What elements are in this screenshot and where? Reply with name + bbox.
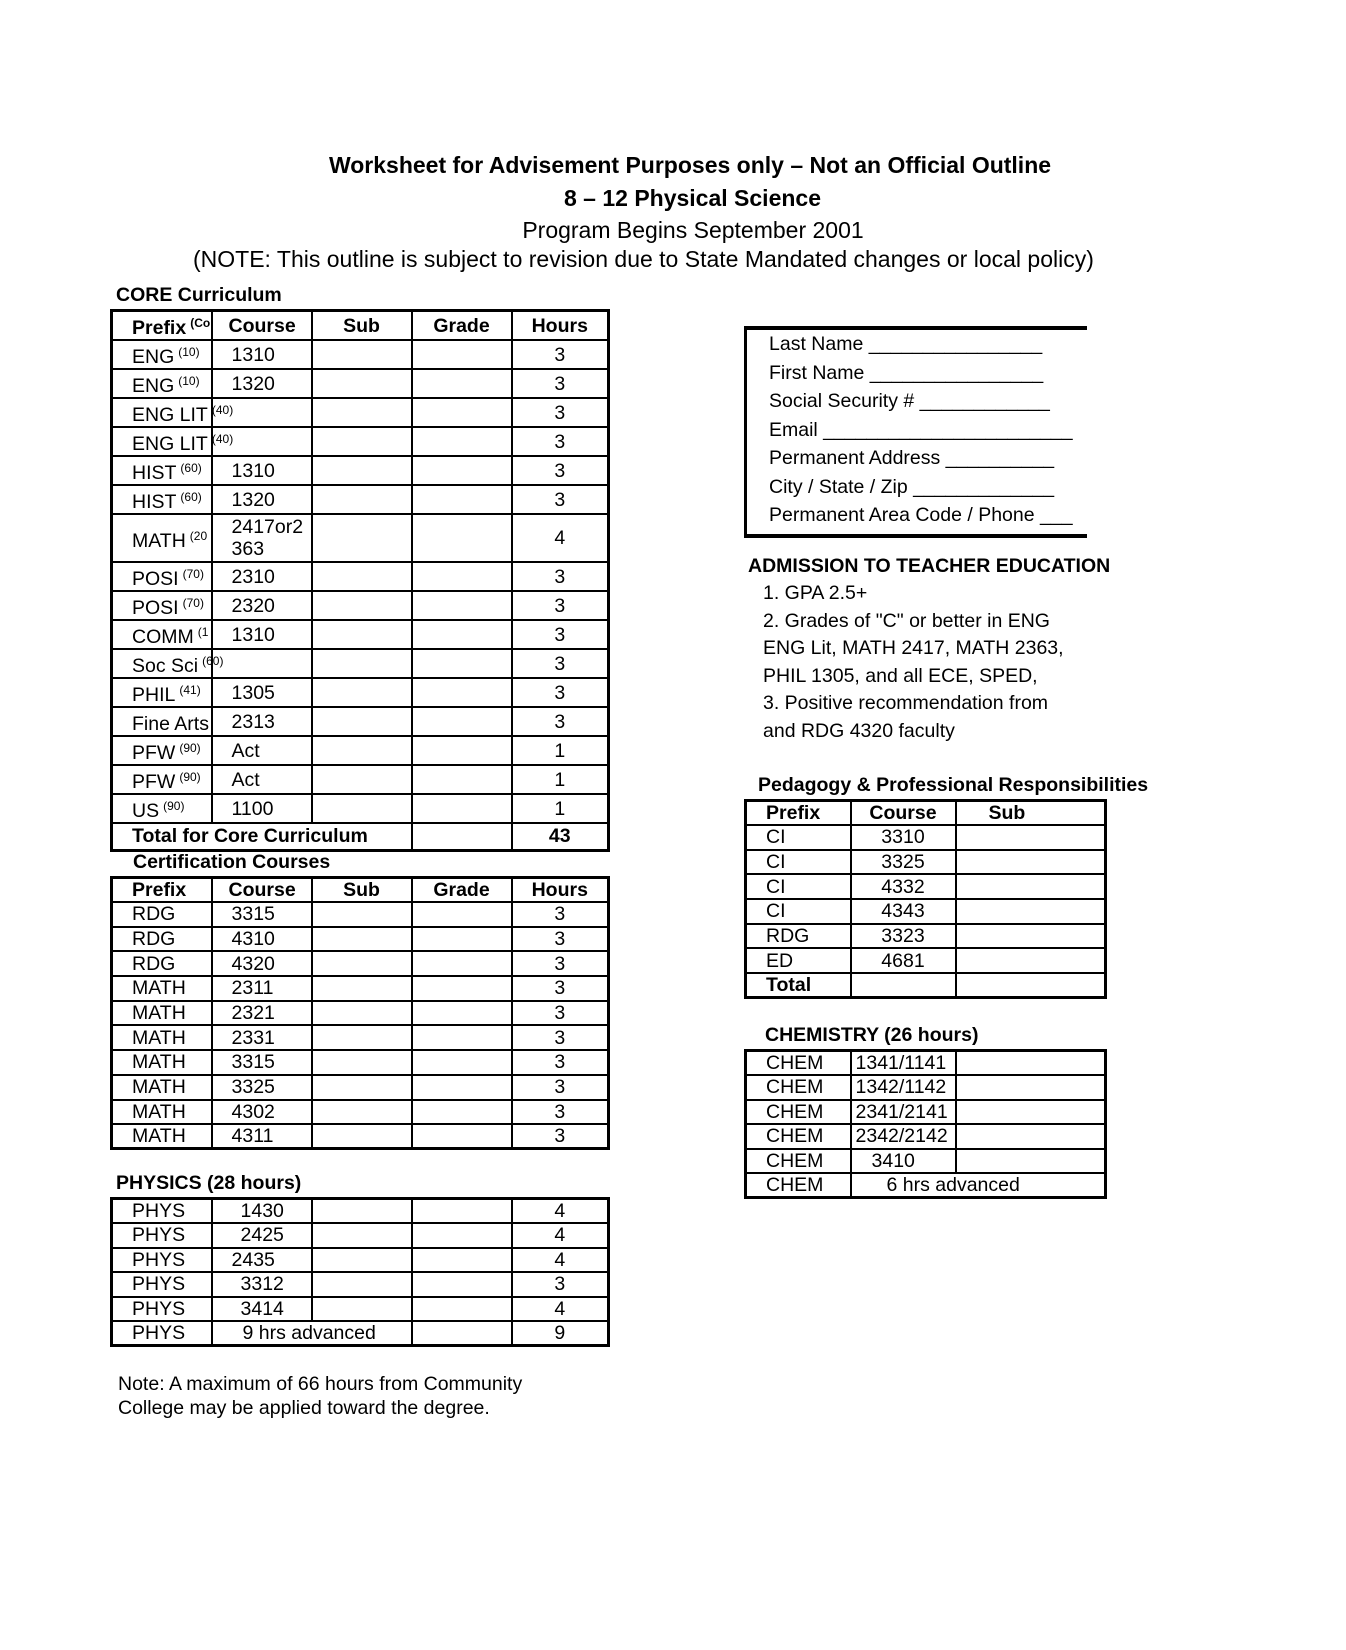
city-state-zip-field[interactable]: City / State / Zip _____________ bbox=[769, 475, 1055, 498]
cell-sub[interactable] bbox=[312, 398, 412, 427]
table-row bbox=[746, 1149, 1106, 1174]
cell-sub[interactable] bbox=[956, 948, 1106, 973]
cell-hours: 3 bbox=[512, 649, 609, 678]
cell-sub[interactable] bbox=[956, 1149, 1106, 1174]
table-row bbox=[112, 765, 609, 794]
cell-course: 2435 bbox=[212, 1248, 312, 1273]
cell-sub[interactable] bbox=[956, 1124, 1106, 1149]
cell-sub[interactable] bbox=[312, 1001, 412, 1026]
certification-header-row bbox=[112, 878, 609, 903]
cell-sub[interactable] bbox=[312, 736, 412, 765]
cell-sub[interactable] bbox=[312, 485, 412, 514]
cell-hours: 3 bbox=[512, 902, 609, 927]
cell-hours: 3 bbox=[512, 1001, 609, 1026]
table-row bbox=[112, 1199, 609, 1224]
cell-hours: 1 bbox=[512, 736, 609, 765]
cell-hours: 3 bbox=[512, 340, 609, 369]
cell-sub[interactable] bbox=[312, 1124, 412, 1149]
table-row bbox=[112, 902, 609, 927]
cell-hours: 3 bbox=[512, 951, 609, 976]
cell-prefix: POSI $^{(70)}$ bbox=[112, 562, 212, 591]
cell-hours: 9 bbox=[512, 1321, 609, 1346]
table-row bbox=[112, 340, 609, 369]
cell-course: 2341/2141 bbox=[851, 1100, 956, 1125]
cell-grade[interactable] bbox=[412, 340, 512, 369]
pedagogy-total-sub bbox=[956, 973, 1106, 998]
program-name: 8 – 12 Physical Science bbox=[563, 185, 821, 211]
table-row bbox=[746, 874, 1106, 899]
cell-grade[interactable] bbox=[412, 951, 512, 976]
table-row bbox=[112, 1100, 609, 1125]
admission-heading: ADMISSION TO TEACHER EDUCATION bbox=[748, 555, 1111, 577]
col-prefix: Prefix bbox=[112, 878, 212, 903]
table-row bbox=[112, 369, 609, 398]
cell-grade[interactable] bbox=[412, 591, 512, 620]
cell-prefix: PHYS bbox=[112, 1297, 212, 1322]
cell-prefix: PHIL $^{(41)}$ bbox=[112, 678, 212, 707]
cell-grade[interactable] bbox=[412, 902, 512, 927]
table-row bbox=[746, 924, 1106, 949]
cell-grade[interactable] bbox=[412, 1248, 512, 1273]
table-row bbox=[746, 948, 1106, 973]
cell-prefix: PHYS bbox=[112, 1223, 212, 1248]
cell-prefix: ED bbox=[746, 948, 851, 973]
cell-grade[interactable] bbox=[412, 485, 512, 514]
cell-prefix: CHEM bbox=[746, 1100, 851, 1125]
cell-grade[interactable] bbox=[412, 927, 512, 952]
table-row bbox=[112, 1297, 609, 1322]
table-row bbox=[112, 1272, 609, 1297]
cell-prefix: PHYS bbox=[112, 1199, 212, 1224]
physics-table bbox=[110, 1197, 610, 1347]
cell-prefix: COMM $^{(1}$ bbox=[112, 620, 212, 649]
table-row bbox=[112, 736, 609, 765]
cell-course: Act bbox=[212, 765, 312, 794]
cell-hours: 3 bbox=[512, 1025, 609, 1050]
cell-hours: 1 bbox=[512, 765, 609, 794]
cell-grade[interactable] bbox=[412, 649, 512, 678]
cell-prefix: PHYS bbox=[112, 1321, 212, 1346]
cell-grade[interactable] bbox=[412, 1199, 512, 1224]
cell-grade[interactable] bbox=[412, 1075, 512, 1100]
cell-course: 4311 bbox=[212, 1124, 312, 1149]
cell-sub[interactable] bbox=[956, 1051, 1106, 1076]
cell-grade[interactable] bbox=[412, 678, 512, 707]
admission-item-3b: and RDG 4320 faculty bbox=[763, 720, 955, 742]
table-row bbox=[112, 707, 609, 736]
cell-grade[interactable] bbox=[412, 514, 512, 562]
cell-grade[interactable] bbox=[412, 1297, 512, 1322]
cell-sub[interactable] bbox=[312, 1100, 412, 1125]
admission-item-2a: 2. Grades of "C" or better in ENG bbox=[763, 610, 1050, 632]
table-row bbox=[112, 562, 609, 591]
cell-sub[interactable] bbox=[312, 1248, 412, 1273]
admission-item-1: 1. GPA 2.5+ bbox=[763, 582, 868, 604]
core-total-hours: 43 bbox=[512, 823, 609, 850]
cell-course: 9 hrs advanced bbox=[212, 1321, 412, 1346]
cell-prefix: PHYS bbox=[112, 1272, 212, 1297]
cell-sub[interactable] bbox=[956, 899, 1106, 924]
cell-grade[interactable] bbox=[412, 1272, 512, 1297]
cell-grade[interactable] bbox=[412, 398, 512, 427]
cell-hours: 3 bbox=[512, 562, 609, 591]
cell-sub[interactable] bbox=[956, 1075, 1106, 1100]
cell-prefix: CHEM bbox=[746, 1173, 851, 1198]
cell-course: 3310 bbox=[851, 825, 956, 850]
cell-sub[interactable] bbox=[312, 1272, 412, 1297]
admission-item-2b: ENG Lit, MATH 2417, MATH 2363, bbox=[763, 637, 1064, 659]
cell-course: 1320 bbox=[212, 369, 312, 398]
cell-hours: 3 bbox=[512, 1100, 609, 1125]
cell-course: 1342/1142 bbox=[851, 1075, 956, 1100]
cell-prefix: RDG bbox=[112, 927, 212, 952]
cell-grade[interactable] bbox=[412, 1050, 512, 1075]
cell-grade[interactable] bbox=[412, 1223, 512, 1248]
cell-course: 3325 bbox=[212, 1075, 312, 1100]
pedagogy-total-course bbox=[851, 973, 956, 998]
core-table bbox=[110, 309, 610, 852]
cell-course: 3312 bbox=[212, 1272, 312, 1297]
cell-course: 2331 bbox=[212, 1025, 312, 1050]
cell-prefix: US $^{(90)}$ bbox=[112, 794, 212, 823]
cell-prefix: MATH bbox=[112, 1025, 212, 1050]
cell-grade[interactable] bbox=[412, 562, 512, 591]
table-row bbox=[112, 1248, 609, 1273]
table-row bbox=[746, 850, 1106, 875]
admission-item-3a: 3. Positive recommendation from bbox=[763, 692, 1049, 714]
email-field[interactable]: Email _______________________ bbox=[769, 418, 1073, 441]
table-row bbox=[746, 1124, 1106, 1149]
cell-hours: 3 bbox=[512, 927, 609, 952]
physics-heading: PHYSICS (28 hours) bbox=[116, 1172, 302, 1194]
address-field[interactable]: Permanent Address __________ bbox=[769, 447, 1055, 469]
cell-hours: 3 bbox=[512, 427, 609, 456]
cell-course: 1320 bbox=[212, 485, 312, 514]
cell-hours: 3 bbox=[512, 707, 609, 736]
table-row bbox=[112, 794, 609, 823]
cell-sub[interactable] bbox=[312, 951, 412, 976]
cell-sub[interactable] bbox=[312, 591, 412, 620]
cell-course: 2321 bbox=[212, 1001, 312, 1026]
ssn-field[interactable]: Social Security # ____________ bbox=[769, 390, 1050, 412]
cell-grade[interactable] bbox=[412, 976, 512, 1001]
pedagogy-table bbox=[744, 799, 1107, 999]
cell-grade[interactable] bbox=[412, 1025, 512, 1050]
cell-prefix: MATH bbox=[112, 1001, 212, 1026]
chemistry-table bbox=[744, 1049, 1107, 1199]
cell-prefix: MATH bbox=[112, 1075, 212, 1100]
cell-prefix: CI bbox=[746, 874, 851, 899]
cell-course: 4681 bbox=[851, 948, 956, 973]
certification-heading: Certification Courses bbox=[133, 851, 331, 873]
cell-prefix: PFW $^{(90)}$ bbox=[112, 765, 212, 794]
table-row bbox=[112, 398, 609, 427]
table-row bbox=[112, 1223, 609, 1248]
admission-item-2c: PHIL 1305, and all ECE, SPED, bbox=[763, 665, 1038, 687]
core-heading: CORE Curriculum bbox=[116, 284, 282, 306]
table-row bbox=[112, 1025, 609, 1050]
cell-hours: 3 bbox=[512, 678, 609, 707]
cell-sub[interactable] bbox=[312, 976, 412, 1001]
core-total-grade bbox=[412, 823, 512, 850]
cell-hours: 3 bbox=[512, 1124, 609, 1149]
cell-grade[interactable] bbox=[412, 736, 512, 765]
table-row bbox=[112, 951, 609, 976]
cell-sub[interactable] bbox=[312, 340, 412, 369]
table-row bbox=[112, 485, 609, 514]
table-row bbox=[746, 899, 1106, 924]
cell-sub[interactable] bbox=[956, 850, 1106, 875]
table-row bbox=[746, 1173, 1106, 1198]
cell-prefix: CI bbox=[746, 825, 851, 850]
cell-course: 3414 bbox=[212, 1297, 312, 1322]
table-row bbox=[112, 1075, 609, 1100]
cell-hours: 4 bbox=[512, 1248, 609, 1273]
cell-sub[interactable] bbox=[312, 1223, 412, 1248]
cell-sub[interactable] bbox=[312, 1025, 412, 1050]
cell-course: 3410 bbox=[851, 1149, 956, 1174]
cell-course: 2342/2142 bbox=[851, 1124, 956, 1149]
cell-grade[interactable] bbox=[412, 707, 512, 736]
first-name-field[interactable]: First Name ________________ bbox=[769, 361, 1044, 384]
col-sub: Sub bbox=[312, 311, 412, 341]
cell-sub[interactable] bbox=[956, 874, 1106, 899]
cell-sub[interactable] bbox=[312, 562, 412, 591]
cell-hours: 3 bbox=[512, 369, 609, 398]
cell-course: 1310 bbox=[212, 340, 312, 369]
table-row bbox=[112, 976, 609, 1001]
cell-course: 4320 bbox=[212, 951, 312, 976]
table-row bbox=[112, 427, 609, 456]
cell-course: 1310 bbox=[212, 456, 312, 485]
cell-sub[interactable] bbox=[312, 927, 412, 952]
cell-prefix: POSI $^{(70)}$ bbox=[112, 591, 212, 620]
table-row bbox=[112, 678, 609, 707]
table-row bbox=[112, 1050, 609, 1075]
cell-course: 1430 bbox=[212, 1199, 312, 1224]
table-row bbox=[112, 927, 609, 952]
phone-field[interactable]: Permanent Area Code / Phone ___ bbox=[769, 504, 1073, 526]
cell-prefix: HIST $^{(60)}$ bbox=[112, 456, 212, 485]
cell-course bbox=[212, 649, 312, 678]
cell-hours: 3 bbox=[512, 591, 609, 620]
cell-hours: 3 bbox=[512, 976, 609, 1001]
cell-prefix: RDG bbox=[112, 951, 212, 976]
cell-prefix: MATH bbox=[112, 1124, 212, 1149]
cell-prefix: PFW $^{(90)}$ bbox=[112, 736, 212, 765]
col-sub: Sub bbox=[956, 801, 1106, 826]
cell-sub[interactable] bbox=[312, 514, 412, 562]
table-row bbox=[112, 514, 609, 562]
pedagogy-heading: Pedagogy & Professional Responsibilities bbox=[758, 774, 1149, 796]
col-grade: Grade bbox=[412, 311, 512, 341]
cell-course: 2310 bbox=[212, 562, 312, 591]
cell-grade[interactable] bbox=[412, 369, 512, 398]
table-row bbox=[112, 456, 609, 485]
cell-hours: 4 bbox=[512, 1199, 609, 1224]
cell-hours: 4 bbox=[512, 514, 609, 562]
cell-course: 2313 bbox=[212, 707, 312, 736]
cell-hours: 3 bbox=[512, 456, 609, 485]
cell-prefix: CI bbox=[746, 899, 851, 924]
cell-prefix: Fine Arts bbox=[112, 707, 212, 736]
cell-hours: 3 bbox=[512, 485, 609, 514]
cell-grade[interactable] bbox=[412, 427, 512, 456]
cell-sub[interactable] bbox=[312, 794, 412, 823]
cell-prefix: MATH bbox=[112, 976, 212, 1001]
cell-grade[interactable] bbox=[412, 456, 512, 485]
cell-prefix: RDG bbox=[112, 902, 212, 927]
cell-course: 3315 bbox=[212, 902, 312, 927]
cell-hours: 1 bbox=[512, 794, 609, 823]
footer-note-line1: Note: A maximum of 66 hours from Community bbox=[118, 1373, 523, 1395]
cell-hours: 3 bbox=[512, 1050, 609, 1075]
cell-prefix: PHYS bbox=[112, 1248, 212, 1273]
cell-hours: 3 bbox=[512, 620, 609, 649]
core-total-row bbox=[112, 823, 609, 850]
cell-grade[interactable] bbox=[412, 1321, 512, 1346]
cell-prefix: Soc Sci $^{(60)}$ bbox=[112, 649, 212, 678]
cell-course: 2320 bbox=[212, 591, 312, 620]
cell-prefix: ENG $^{(10)}$ bbox=[112, 369, 212, 398]
cell-course: 3315 bbox=[212, 1050, 312, 1075]
pedagogy-total-label: Total bbox=[746, 973, 851, 998]
cell-sub[interactable] bbox=[312, 707, 412, 736]
cell-prefix: ENG $^{(10)}$ bbox=[112, 340, 212, 369]
cell-grade[interactable] bbox=[412, 620, 512, 649]
cell-sub[interactable] bbox=[312, 369, 412, 398]
footer-note-line2: College may be applied toward the degree. bbox=[118, 1397, 490, 1419]
cell-grade[interactable] bbox=[412, 1001, 512, 1026]
cell-prefix: CHEM bbox=[746, 1051, 851, 1076]
cell-course: 2311 bbox=[212, 976, 312, 1001]
cell-grade[interactable] bbox=[412, 1100, 512, 1125]
core-header-row bbox=[112, 311, 609, 341]
cell-hours: 3 bbox=[512, 398, 609, 427]
cell-hours: 3 bbox=[512, 1272, 609, 1297]
col-sub: Sub bbox=[312, 878, 412, 903]
cell-prefix: MATH bbox=[112, 1100, 212, 1125]
cell-course: 4343 bbox=[851, 899, 956, 924]
cell-course: 4310 bbox=[212, 927, 312, 952]
cell-sub[interactable] bbox=[312, 427, 412, 456]
col-course: Course bbox=[212, 878, 312, 903]
cell-prefix: CHEM bbox=[746, 1124, 851, 1149]
cell-prefix: CHEM bbox=[746, 1075, 851, 1100]
cell-prefix: ENG LIT $^{(40)}$ bbox=[112, 427, 212, 456]
cell-course: 1341/1141 bbox=[851, 1051, 956, 1076]
cell-prefix: HIST $^{(60)}$ bbox=[112, 485, 212, 514]
cell-course: 3325 bbox=[851, 850, 956, 875]
table-row bbox=[746, 825, 1106, 850]
cell-prefix: CHEM bbox=[746, 1149, 851, 1174]
cell-grade[interactable] bbox=[412, 1124, 512, 1149]
cell-sub[interactable] bbox=[312, 902, 412, 927]
cell-sub[interactable] bbox=[312, 649, 412, 678]
col-hours: Hours bbox=[512, 311, 609, 341]
col-course: Course bbox=[212, 311, 312, 341]
program-begins: Program Begins September 2001 bbox=[522, 217, 864, 243]
cell-course: 6 hrs advanced bbox=[851, 1173, 1106, 1198]
table-row bbox=[112, 591, 609, 620]
cell-course: 2417or2 363 bbox=[212, 514, 312, 562]
cell-hours: 4 bbox=[512, 1297, 609, 1322]
cell-sub[interactable] bbox=[956, 1100, 1106, 1125]
pedagogy-header-row bbox=[746, 801, 1106, 826]
cell-sub[interactable] bbox=[312, 765, 412, 794]
cell-prefix: MATH bbox=[112, 1050, 212, 1075]
certification-table bbox=[110, 876, 610, 1150]
table-row bbox=[112, 620, 609, 649]
cell-sub[interactable] bbox=[312, 1199, 412, 1224]
document-title: Worksheet for Advisement Purposes only – Not an Official Outline bbox=[328, 152, 1052, 178]
cell-grade[interactable] bbox=[412, 765, 512, 794]
table-row bbox=[112, 649, 609, 678]
cell-course: Act bbox=[212, 736, 312, 765]
cell-course: 1305 bbox=[212, 678, 312, 707]
cell-sub[interactable] bbox=[312, 678, 412, 707]
table-row bbox=[112, 1001, 609, 1026]
pedagogy-total-row bbox=[746, 973, 1106, 998]
cell-prefix: MATH $^{(20}$ bbox=[112, 514, 212, 562]
cell-sub[interactable] bbox=[312, 1050, 412, 1075]
cell-sub[interactable] bbox=[312, 620, 412, 649]
col-prefix: Prefix bbox=[746, 801, 851, 826]
student-info-box bbox=[744, 326, 1087, 538]
cell-prefix: RDG bbox=[746, 924, 851, 949]
cell-course: 4302 bbox=[212, 1100, 312, 1125]
cell-sub[interactable] bbox=[956, 924, 1106, 949]
cell-course: 4332 bbox=[851, 874, 956, 899]
table-row bbox=[746, 1051, 1106, 1076]
cell-sub[interactable] bbox=[312, 456, 412, 485]
cell-grade[interactable] bbox=[412, 794, 512, 823]
cell-prefix: CI bbox=[746, 850, 851, 875]
cell-sub[interactable] bbox=[312, 1297, 412, 1322]
cell-hours: 4 bbox=[512, 1223, 609, 1248]
chemistry-heading: CHEMISTRY (26 hours) bbox=[765, 1024, 979, 1046]
table-row bbox=[112, 1321, 609, 1346]
cell-prefix: ENG LIT $^{(40)}$ bbox=[112, 398, 212, 427]
last-name-field[interactable]: Last Name ________________ bbox=[769, 333, 1043, 355]
col-grade: Grade bbox=[412, 878, 512, 903]
cell-course: 1310 bbox=[212, 620, 312, 649]
cell-course: 1100 bbox=[212, 794, 312, 823]
table-row bbox=[746, 1100, 1106, 1125]
cell-course: 3323 bbox=[851, 924, 956, 949]
cell-course: 2425 bbox=[212, 1223, 312, 1248]
table-row bbox=[746, 1075, 1106, 1100]
revision-note: (NOTE: This outline is subject to revision due to State Mandated changes or local policy) bbox=[193, 246, 1094, 272]
cell-sub[interactable] bbox=[312, 1075, 412, 1100]
core-total-label: Total for Core Curriculum bbox=[112, 823, 412, 850]
col-hours: Hours bbox=[512, 878, 609, 903]
cell-sub[interactable] bbox=[956, 825, 1106, 850]
cell-hours: 3 bbox=[512, 1075, 609, 1100]
col-prefix: Prefix $^{(Co}$ bbox=[112, 311, 212, 341]
table-row bbox=[112, 1124, 609, 1149]
col-course: Course bbox=[851, 801, 956, 826]
